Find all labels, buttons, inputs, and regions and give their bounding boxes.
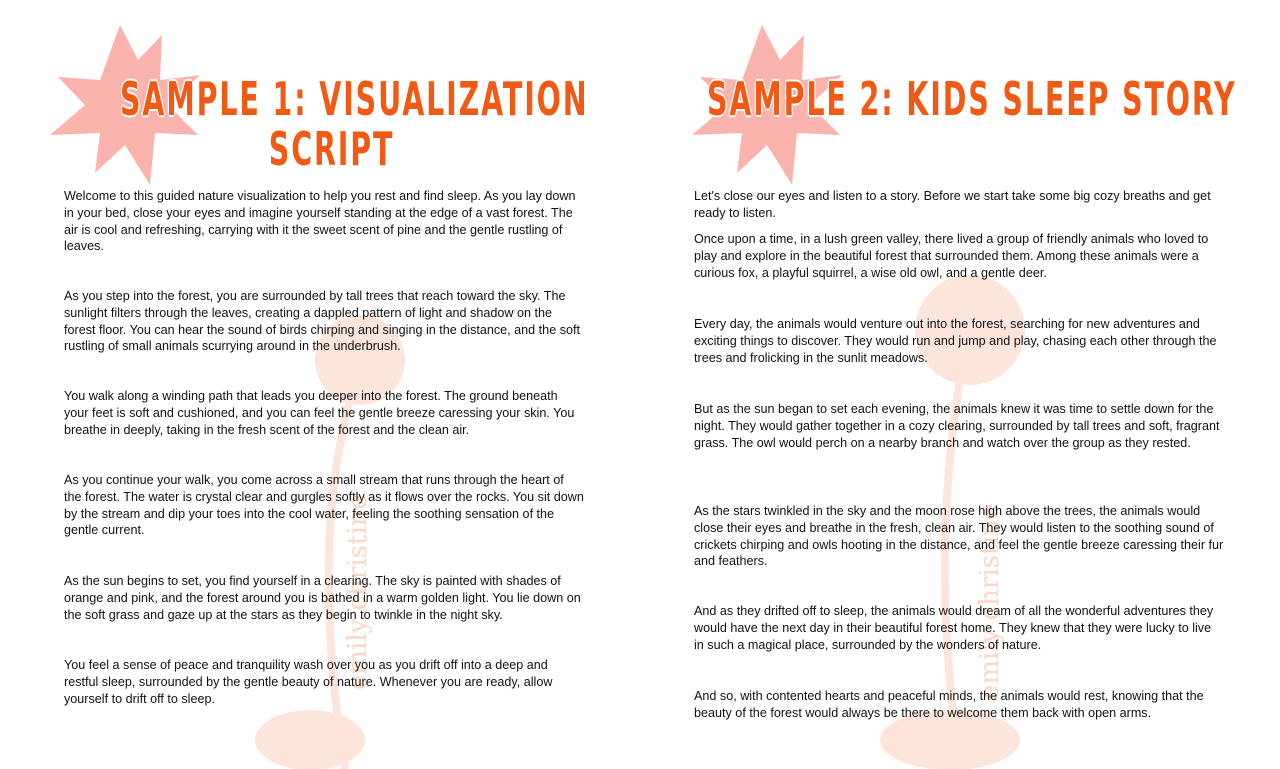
paragraph: Once upon a time, in a lush green valley, there lived a group of friendly animals who loved to play and explore in the beautiful forest that surrounded them. Among these animals were a curious fox, a playful squirrel, a wise old owl, and a gentle deer. — [694, 232, 1209, 280]
paragraph: As you step into the forest, you are surrounded by tall trees that reach toward the sky. The sunlight filters through the leaves, creating a dappled pattern of light and shadow on the forest floor. You can hear the sound of birds chirping and singing in the distance, and the soft rustling of small animals scurrying around in the underbrush. — [64, 289, 580, 354]
page-2 — [630, 0, 1270, 769]
title-line-1: SAMPLE 2: KIDS SLEEP STORY — [707, 72, 1237, 126]
paragraph: As the stars twinkled in the sky and the moon rose high above the trees, the animals would close their eyes and breathe in the fresh, clean air. They would listen to the soothing sound of crickets chirping and owls hooting in the distance, and feel the gentle breeze caressing their fur and feathers. — [694, 504, 1224, 569]
paragraph: But as the sun began to set each evening, the animals knew it was time to settle down for the night. They would gather together in a cozy clearing, surrounded by tall trees and soft, fragrant grass. The owl would perch on a nearby branch and watch over the group as they rested. — [694, 402, 1220, 450]
paragraph: As you continue your walk, you come across a small stream that runs through the heart of the forest. The water is crystal clear and gurgles softly as it flows over the rocks. You sit down by the stream and dip your toes into the cool water, feeling the soothing sensation of the gentle current. — [64, 473, 584, 538]
paragraph: As the sun begins to set, you find yourself in a clearing. The sky is painted with shades of orange and pink, and the forest around you is bathed in a warm golden light. You lie down on the soft grass and gaze up at the stars as they begin to twinkle in the night sky. — [64, 574, 581, 622]
paragraph: You walk along a winding path that leads you deeper into the forest. The ground beneath your feet is soft and cushioned, and you can feel the gentle breeze caressing your skin. You breathe in deeply, taking in the fresh scent of the forest and the clean air. — [64, 389, 575, 437]
paragraph: Welcome to this guided nature visualization to help you rest and find sleep. As you lay down in your bed, close your eyes and imagine yourself standing at the edge of a vast forest. The air is cool and refreshing, carrying with it the sweet scent of pine and the gentle rustling of leaves. — [64, 189, 576, 254]
paragraph: Every day, the animals would venture out into the forest, searching for new adventures and exciting things to discover. They would run and jump and play, chasing each other through the trees and frolicking in the sunlit meadows. — [694, 317, 1217, 365]
page-title — [707, 74, 1237, 124]
paragraph: You feel a sense of peace and tranquility wash over you as you drift off into a deep and restful sleep, surrounded by the gentle beauty of nature. Whenever you are ready, allow yourself to drift off to sleep. — [64, 658, 553, 706]
paragraph: And so, with contented hearts and peaceful minds, the animals would rest, knowing that the beauty of the forest would always be there to welcome them back with open arms. — [694, 689, 1204, 720]
title-line-2: SCRIPT — [268, 122, 395, 176]
title-line-1: SAMPLE 1: VISUALIZATION — [120, 72, 589, 126]
paragraph: Let's close our eyes and listen to a story. Before we start take some big cozy breaths and get ready to listen. — [694, 189, 1211, 220]
page-title — [120, 74, 589, 174]
paragraph: And as they drifted off to sleep, the animals would dream of all the wonderful adventures they would have the next day in their beautiful forest home. They knew that they were lucky to live in such a magical place, surrounded by the wonders of nature. — [694, 604, 1214, 652]
watermark-text: emily christine — [343, 494, 373, 690]
watermark-text: emily christine — [975, 504, 1005, 700]
